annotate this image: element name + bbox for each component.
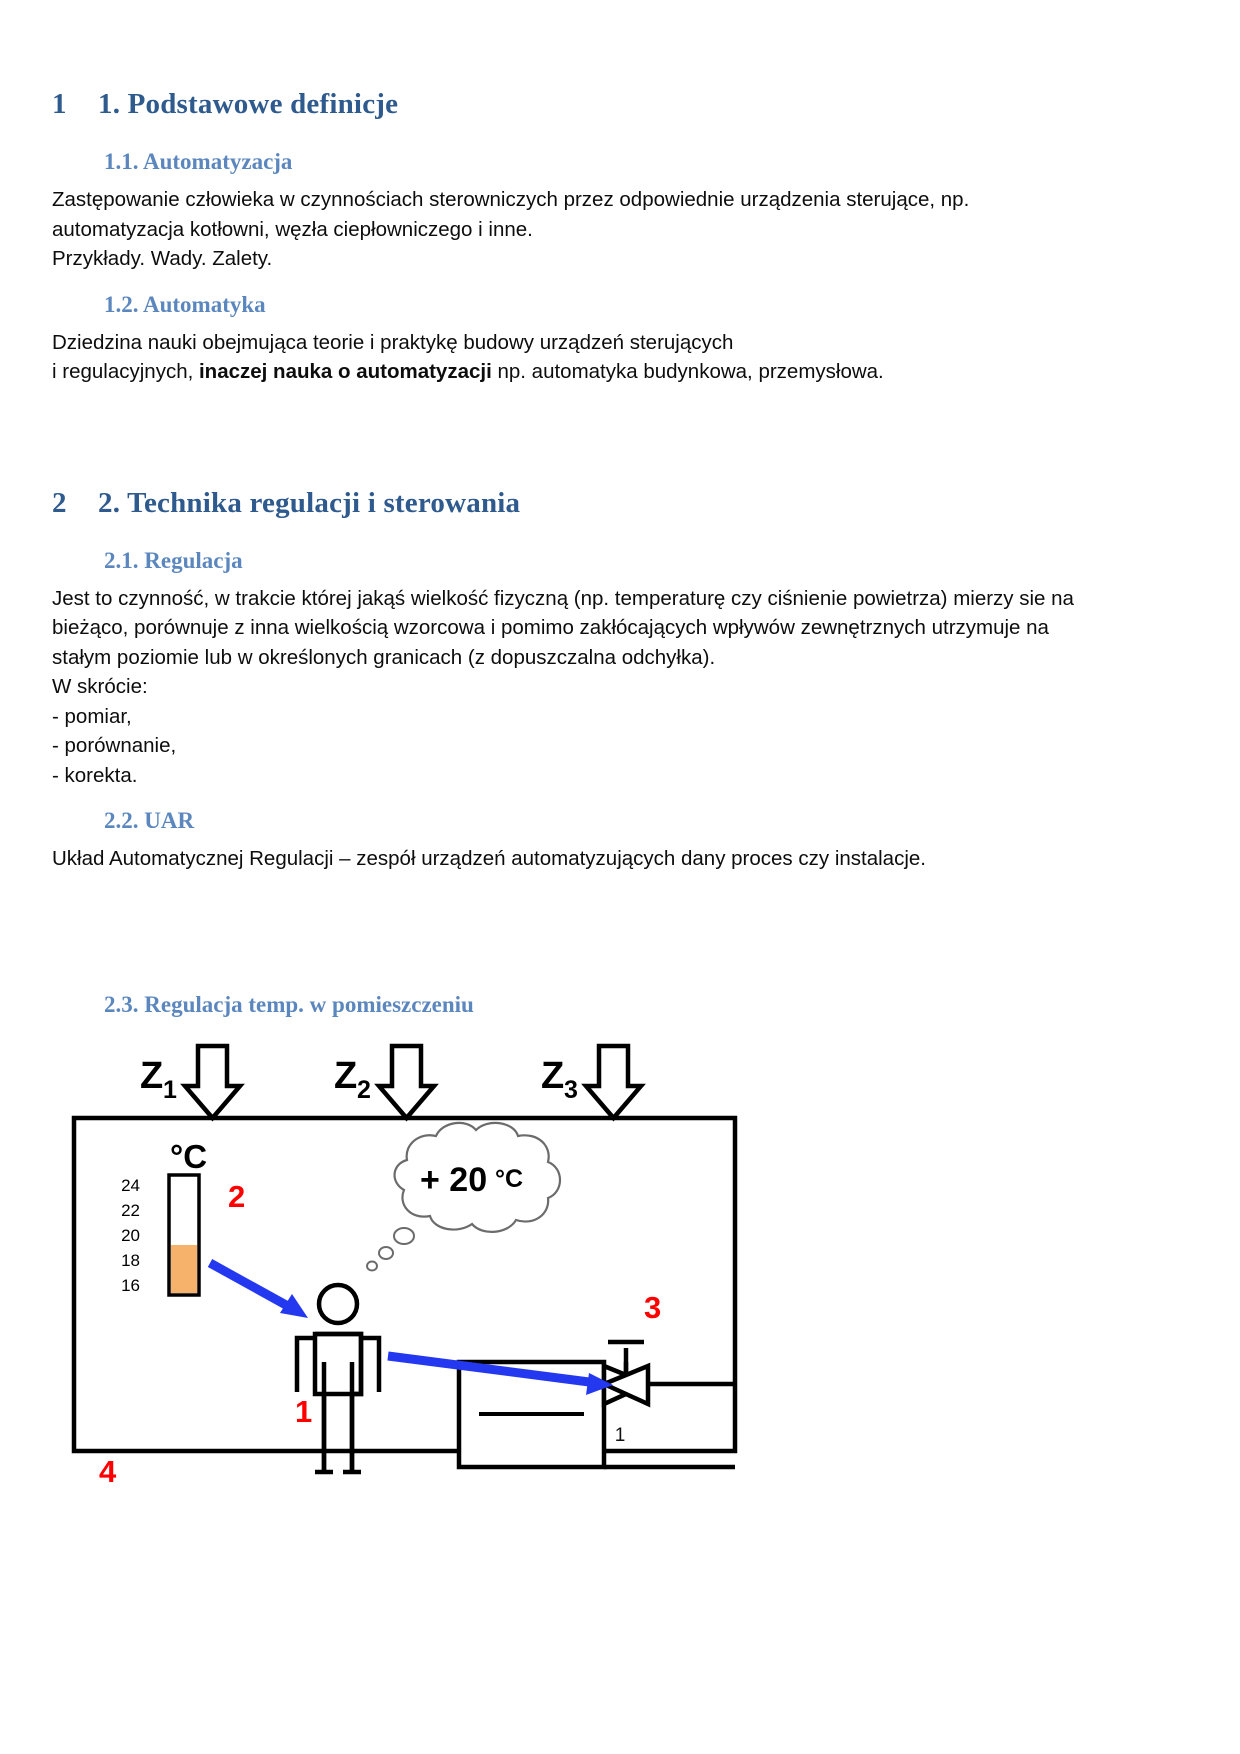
paragraph-2-1-line-3: stałym poziomie lub w określonych granicach (z dopuszczalna odchyłka). (52, 645, 716, 669)
disturbance-label-z3-sub: 3 (564, 1075, 578, 1104)
thermometer-tick-16: 16 (121, 1275, 140, 1295)
disturbance-label-z2-sub: 2 (357, 1075, 371, 1104)
callout-1: 1 (295, 1393, 313, 1429)
thought-bubble-dot-large (394, 1228, 414, 1244)
paragraph-2-1-line-1: Jest to czynność, w trakcie której jakąś wielkość fizyczną (np. temperaturę czy ciśnienie powietrza) mierzy sie na (52, 586, 1074, 610)
thought-bubble (367, 1122, 560, 1270)
control-valve-icon (604, 1342, 648, 1404)
paragraph-1-1-line-2: automatyzacja kotłowni, węzła ciepłowniczego i inne. (52, 217, 533, 241)
document-content (52, 88, 1188, 1532)
paragraph-1-2-line-1: Dziedzina nauki obejmująca teorie i praktykę budowy urządzeń sterujących (52, 330, 734, 354)
paragraph-1-2-before: i regulacyjnych, (52, 360, 199, 383)
heading-section-2-3: 2.3. Regulacja temp. w pomieszczeniu (104, 991, 474, 1017)
heading-section-2-number: 2 (52, 486, 67, 519)
heading-section-2 (52, 487, 1188, 520)
callout-2: 2 (228, 1178, 246, 1214)
thought-bubble-unit: °C (495, 1164, 524, 1193)
disturbance-label-z1: Z (140, 1054, 164, 1097)
heading-section-1 (52, 88, 1188, 121)
paragraph-1-2-after: np. automatyka budynkowa, przemysłowa. (491, 360, 884, 383)
thermometer-unit-label: °C (170, 1137, 208, 1175)
thermometer-tick-22: 22 (121, 1200, 140, 1220)
heading-section-2-1: 2.1. Regulacja (104, 547, 243, 573)
disturbance-arrow-z1-icon (185, 1046, 240, 1118)
person-arm-left (297, 1338, 315, 1392)
thought-bubble-dot-small (367, 1261, 377, 1270)
thermometer-tick-24: 24 (121, 1175, 140, 1195)
thermometer-fill (171, 1245, 197, 1293)
heading-section-1-title: 1. Podstawowe definicje (98, 88, 399, 120)
person-head (319, 1285, 357, 1323)
paragraph-1-2-line-2 (52, 357, 1188, 387)
list-item-korekta: - korekta. (52, 763, 138, 787)
heading-section-1-1: 1.1. Automatyzacja (104, 149, 293, 174)
person-arm-right (361, 1338, 379, 1392)
paragraph-1-1-line-3: Przykłady. Wady. Zalety. (52, 247, 273, 270)
paragraph-1-1-line-1: Zastępowanie człowieka w czynnościach sterowniczych przez odpowiednie urządzenia sterujące, np. (52, 188, 970, 211)
heading-section-1-2: 1.2. Automatyka (104, 291, 266, 317)
heading-section-2-title: 2. Technika regulacji i sterowania (98, 486, 521, 519)
callout-3: 3 (644, 1289, 662, 1325)
disturbance-arrow-z3-icon (586, 1046, 641, 1118)
paragraph-2-2-line-1: Układ Automatycznej Regulacji – zespół urządzeń automatyzujących dany proces czy instalacje. (52, 847, 926, 870)
arrow-measurement (210, 1263, 308, 1318)
callout-4: 4 (99, 1453, 117, 1489)
thought-bubble-dot-medium (379, 1247, 393, 1259)
disturbance-label-z2: Z (334, 1054, 358, 1097)
heading-section-2-2: 2.2. UAR (104, 808, 195, 833)
thermometer-tick-18: 18 (121, 1250, 140, 1270)
disturbance-label-z3: Z (541, 1054, 565, 1097)
page-number: 1 (614, 1425, 626, 1446)
list-item-pomiar: - pomiar, (52, 704, 132, 728)
thought-bubble-text: + 20 (420, 1160, 488, 1199)
disturbance-arrow-z2-icon (379, 1046, 434, 1118)
paragraph-2-1-line-4: W skrócie: (52, 675, 148, 698)
heading-section-1-number: 1 (52, 88, 67, 120)
thermometer-tick-20: 20 (121, 1225, 140, 1245)
room-temperature-regulation-diagram (52, 1032, 1188, 1532)
list-item-porownanie: - porównanie, (52, 734, 177, 757)
thermometer (121, 1138, 207, 1295)
paragraph-2-1-line-2: bieżąco, porównuje z inna wielkością wzorcowa i pomimo zakłócających wpływów zewnętrznych utrzymuje na (52, 616, 1049, 639)
disturbance-label-z1-sub: 1 (163, 1075, 177, 1104)
paragraph-1-2-bold: inaczej nauka o automatyzacji (198, 360, 492, 383)
